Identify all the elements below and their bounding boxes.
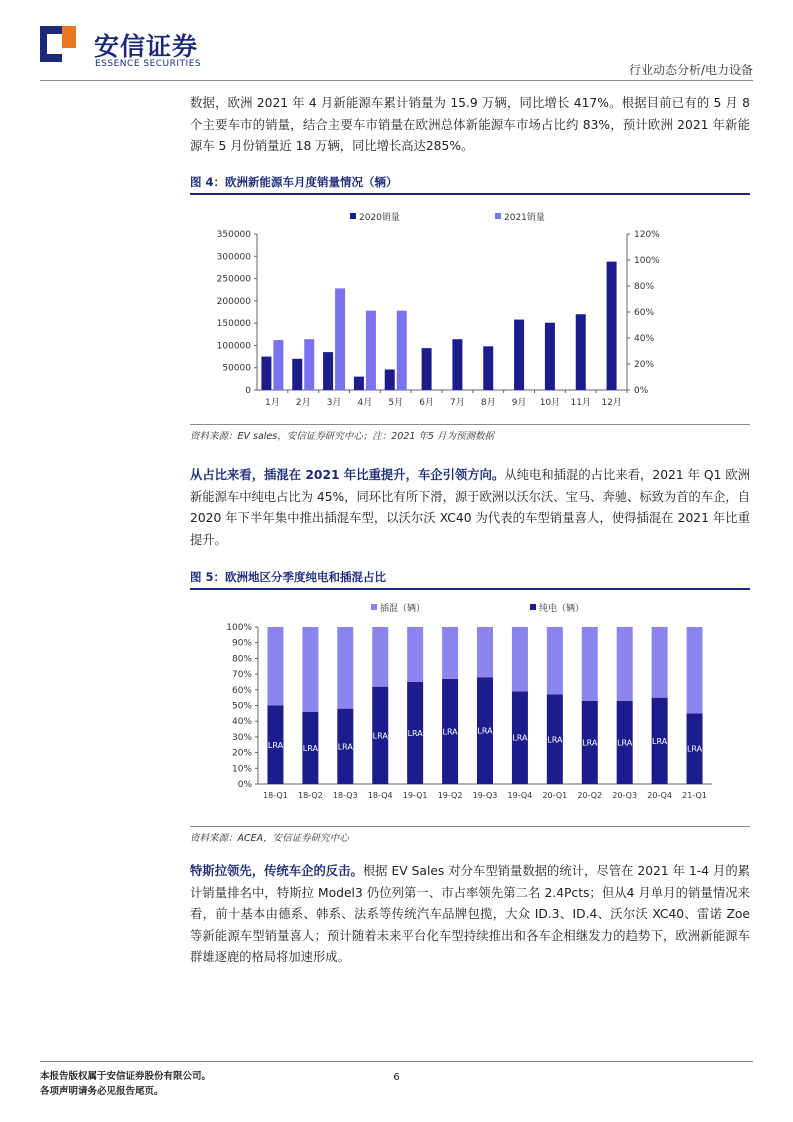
legend-label-2: 纯电（辆） (539, 604, 585, 614)
paragraph-3-lead: 特斯拉领先，传统车企的反击。 (190, 864, 363, 878)
y-tick-label: 20% (231, 748, 252, 759)
figure-5-top-rule (190, 588, 750, 590)
legend-label-2: 2021销量 (504, 213, 545, 223)
y2-tick-label: 80% (634, 282, 655, 292)
report-category: 行业动态分析/电力设备 (628, 63, 753, 77)
bar-2021-2 (304, 339, 314, 390)
figure-5-bottom-rule (190, 826, 750, 827)
x-tick-label: 21-Q1 (682, 791, 707, 800)
bar-data-label: LRA (477, 726, 493, 736)
bar-data-label: LRA (617, 738, 633, 748)
bar-phev-8 (512, 627, 528, 691)
bar-data-label: LRA (442, 727, 458, 737)
bar-data-label: LRA (302, 743, 318, 753)
x-tick-label: 8月 (480, 398, 496, 408)
figure-4-source: 资料来源：EV sales，安信证券研究中心；注：2021 年5 月为预测数据 (190, 431, 494, 442)
x-tick-label: 18-Q1 (263, 791, 288, 800)
page-number: 6 (393, 1072, 400, 1083)
legend-swatch-1 (371, 604, 377, 610)
paragraph-1: 数据，欧洲 2021 年 4 月新能源车累计销量为 15.9 万辆，同比增长 417%。根据目前已有的 5 月 8 个主要车市的销量，结合主要车市销量在欧洲总体新能源车市场占比约 83%，预计欧洲 2021 年新能源车 5 月份销量近 18 万辆，同比增长高达285%。 (190, 96, 750, 153)
legend-swatch-2 (495, 213, 501, 219)
x-tick-label: 2月 (295, 398, 311, 408)
x-tick-label: 19-Q1 (402, 791, 428, 800)
bar-data-label: LRA (372, 731, 388, 741)
x-tick-label: 10月 (539, 398, 561, 408)
paragraph-2-body: 从纯电和插混的占比来看，2021 年 Q1 欧洲新能源车中纯电占比为 45%，同环比有所下滑，源于欧洲以沃尔沃、宝马、奔驰、标致为首的车企，自 2020 年下半年集中推出插混车型，以沃尔沃 XC40 为代表的车型销量喜人，使得插混在 2021 年比重提升。 (190, 468, 751, 547)
y-tick-label: 0 (245, 386, 251, 396)
y-tick-label: 10% (231, 764, 252, 775)
x-tick-label: 20-Q4 (647, 791, 672, 800)
y2-tick-label: 20% (634, 360, 655, 370)
x-tick-label: 18-Q2 (298, 791, 323, 800)
bar-phev-10 (582, 627, 598, 701)
y2-tick-label: 60% (634, 308, 655, 318)
bar-2020-8 (483, 346, 493, 390)
bar-phev-3 (337, 627, 353, 709)
company-logo (40, 26, 76, 62)
bar-2020-9 (514, 320, 524, 390)
paragraph-2 (190, 465, 750, 551)
y-tick-label: 100000 (216, 341, 251, 352)
bar-phev-4 (372, 627, 388, 687)
bar-data-label: LRA (686, 744, 703, 754)
figure-5-source: 资料来源：ACEA，安信证券研究中心 (190, 833, 349, 844)
footer-copyright: 本报告版权属于安信证券股份有限公司。 (40, 1071, 212, 1082)
figure-4-top-rule (190, 193, 750, 195)
bar-data-label: LRA (337, 742, 353, 752)
bar-phev-7 (477, 627, 493, 677)
bar-2020-2 (292, 359, 302, 390)
y-tick-label: 40% (231, 717, 252, 728)
figure-4-bottom-rule (190, 424, 750, 425)
x-tick-label: 20-Q3 (612, 791, 638, 800)
footer-disclaimer: 各项声明请务必见报告尾页。 (40, 1086, 164, 1097)
y-tick-label: 70% (231, 670, 252, 681)
x-tick-label: 3月 (326, 398, 342, 408)
bar-2020-11 (576, 314, 586, 390)
bar-data-label: LRA (547, 735, 563, 745)
bar-phev-1 (267, 627, 283, 706)
company-name-cn: 安信证券 (94, 32, 199, 61)
bar-2021-4 (366, 311, 376, 390)
legend-swatch-2 (530, 604, 536, 610)
y2-tick-label: 100% (634, 256, 660, 266)
bar-data-label: LRA (652, 736, 668, 746)
bar-2021-5 (397, 311, 407, 390)
y-tick-label: 90% (231, 638, 252, 649)
logo-accent-block (62, 26, 76, 48)
paragraph-2-lead: 从占比来看，插混在 2021 年比重提升，车企引领方向。 (190, 468, 505, 482)
x-tick-label: 12月 (601, 398, 622, 408)
bar-2020-5 (385, 369, 395, 390)
y-tick-label: 300000 (216, 252, 251, 263)
y-tick-label: 250000 (216, 274, 251, 285)
bar-phev-5 (407, 627, 423, 682)
y-tick-label: 150000 (216, 319, 251, 330)
bar-data-label: LRA (267, 740, 284, 750)
y-tick-label: 200000 (216, 296, 251, 307)
x-tick-label: 9月 (511, 398, 527, 408)
x-tick-label: 18-Q3 (332, 791, 358, 800)
bar-2020-6 (422, 348, 432, 390)
bar-2020-10 (545, 323, 555, 390)
legend-label-1: 插混（辆） (380, 604, 426, 614)
header-divider (40, 80, 753, 81)
x-tick-label: 7月 (450, 398, 465, 408)
y-tick-label: 30% (231, 732, 252, 743)
y-tick-label: 100% (226, 623, 252, 633)
bar-phev-11 (617, 627, 633, 701)
bar-data-label: LRA (407, 728, 423, 738)
bar-2020-1 (261, 357, 271, 390)
y-tick-label: 50% (231, 701, 252, 712)
footer-divider (40, 1061, 753, 1062)
company-name-en: ESSENCE SECURITIES (95, 59, 202, 69)
x-tick-label: 20-Q1 (542, 791, 568, 800)
figure-4-chart (190, 196, 750, 422)
bar-phev-2 (302, 627, 318, 712)
x-tick-label: 5月 (388, 398, 404, 408)
y2-tick-label: 40% (634, 334, 655, 344)
y-tick-label: 350000 (216, 230, 251, 240)
bar-2020-4 (354, 377, 364, 390)
figure-4-title: 图 4：欧洲新能源车月度销量情况（辆） (190, 175, 398, 189)
x-tick-label: 6月 (419, 398, 434, 408)
bar-phev-13 (687, 627, 703, 713)
bar-2020-7 (452, 339, 462, 390)
x-tick-label: 20-Q2 (577, 791, 603, 800)
bar-2020-12 (607, 262, 617, 390)
paragraph-3-body: 根据 EV Sales 对分车型销量数据的统计，尽管在 2021 年 1-4 月的累计销量排名中，特斯拉 Model3 仍位列第一、市占率领先第二名 2.4Pcts；但从4 月单月的销量情况来看，前十基本由德系、韩系、法系等传统汽车品牌包揽，大众 ID.3、ID.4、沃尔沃 XC40、雷诺 Zoe 等新能源车型销量喜人；预计随着未来平台化车型持续推出和各车企相继发力的趋势下，欧洲新能源车群雄逐鹿的格局将加速形成。 (190, 864, 750, 964)
paragraph-3 (190, 861, 750, 969)
figure-5-chart (190, 592, 750, 825)
y2-tick-label: 0% (634, 386, 649, 396)
x-tick-label: 4月 (357, 398, 373, 408)
x-tick-label: 18-Q4 (367, 791, 393, 800)
x-tick-label: 19-Q3 (472, 791, 498, 800)
legend-swatch-1 (350, 213, 356, 219)
bar-phev-12 (652, 627, 668, 698)
y-tick-label: 80% (231, 654, 252, 665)
bar-data-label: LRA (582, 738, 598, 748)
x-tick-label: 11月 (570, 398, 591, 408)
figure-5-title: 图 5：欧洲地区分季度纯电和插混占比 (190, 570, 387, 584)
y-tick-label: 60% (231, 685, 252, 696)
x-tick-label: 19-Q2 (437, 791, 463, 800)
legend-label-1: 2020销量 (359, 213, 400, 223)
y-tick-label: 0% (237, 780, 252, 790)
y2-tick-label: 120% (634, 230, 660, 240)
bar-2021-3 (335, 288, 345, 390)
bar-phev-9 (547, 627, 563, 695)
x-tick-label: 19-Q4 (507, 791, 533, 800)
bar-phev-6 (442, 627, 458, 679)
bar-2020-3 (323, 352, 333, 390)
bar-data-label: LRA (512, 733, 528, 743)
x-tick-label: 1月 (265, 398, 280, 408)
logo-white-cut (47, 34, 62, 54)
y-tick-label: 50000 (222, 363, 251, 374)
bar-2021-1 (273, 340, 283, 390)
